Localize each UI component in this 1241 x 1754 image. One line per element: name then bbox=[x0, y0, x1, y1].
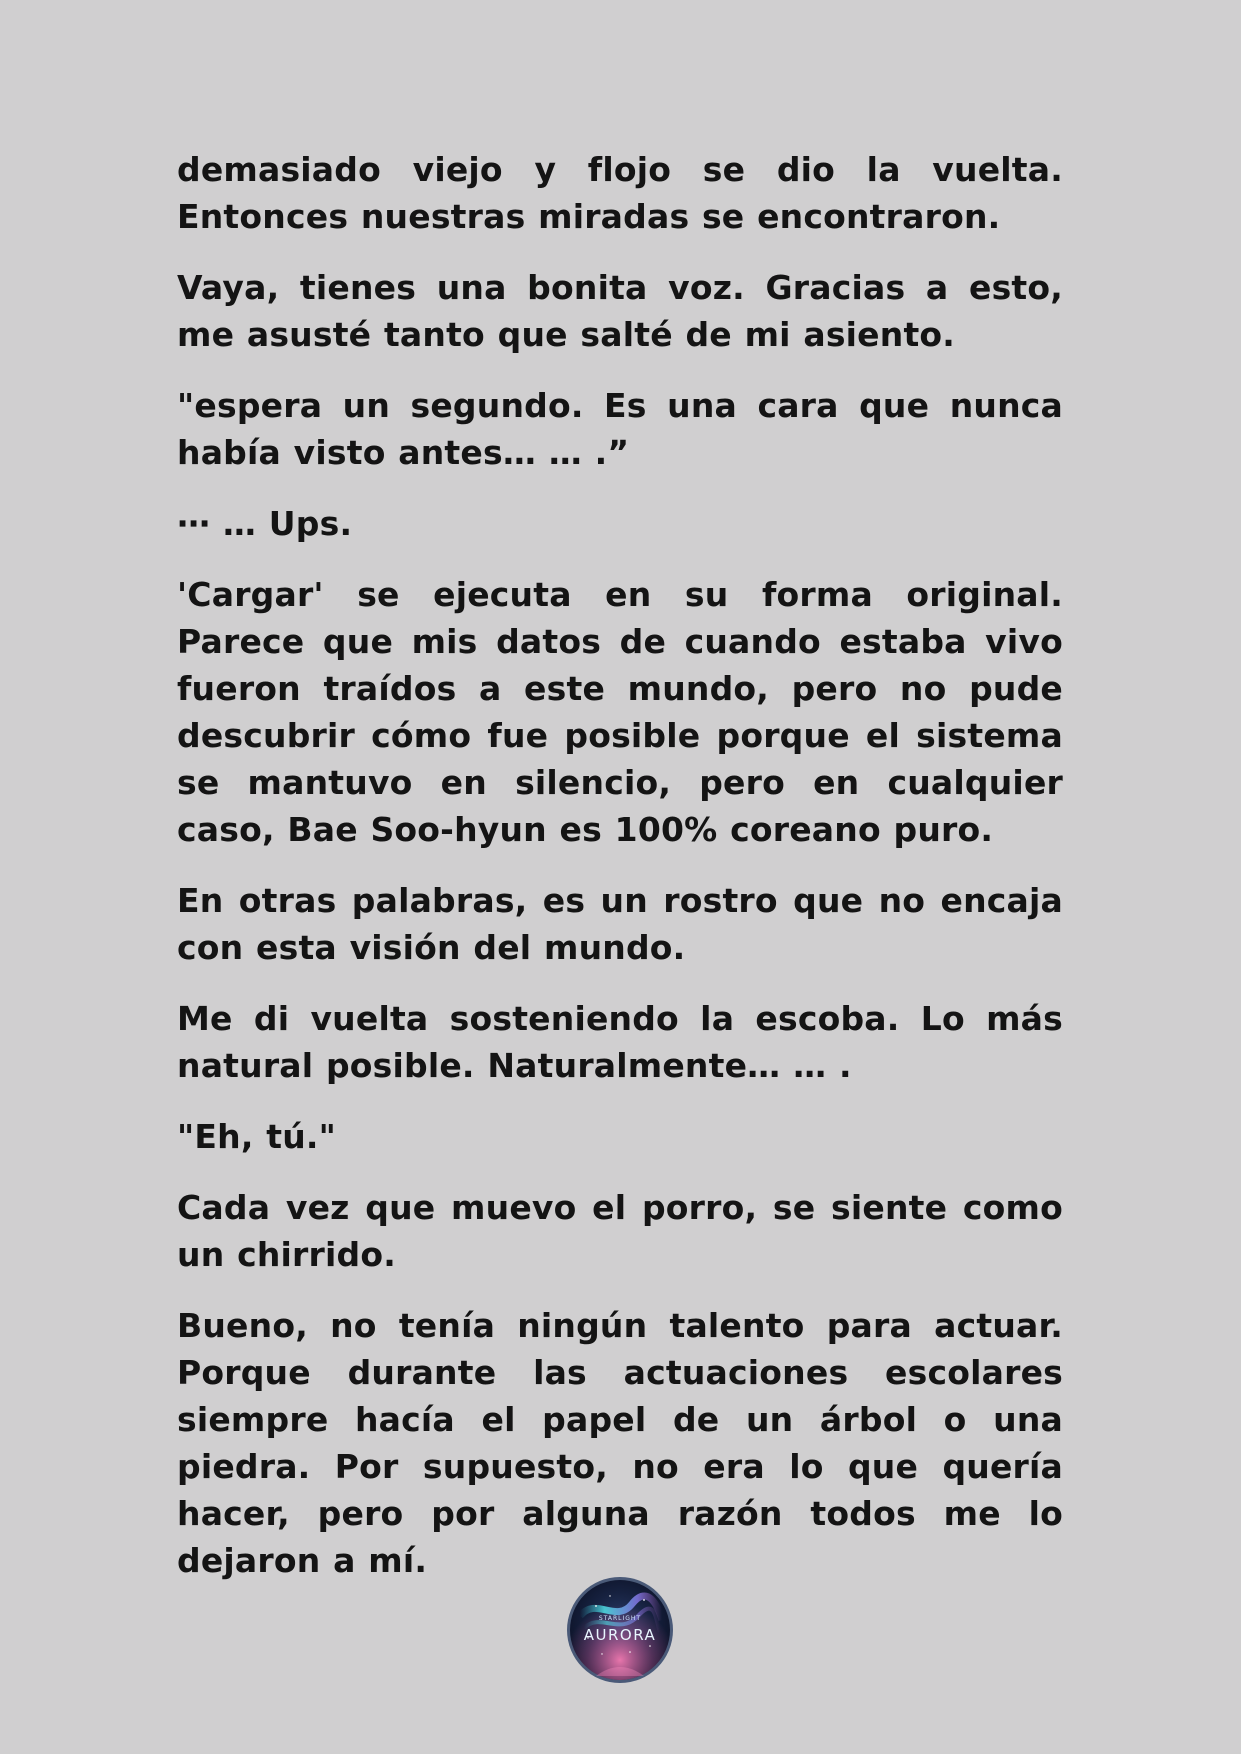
paragraph: Bueno, no tenía ningún talento para actuar. Porque durante las actuaciones escolares siempre hacía el papel de un árbol o una piedra. Por supuesto, no era lo que quería hacer, pero por alguna razón todos me lo dejaron a mí. bbox=[177, 1306, 1063, 1580]
aurora-logo-icon bbox=[566, 1576, 674, 1684]
paragraph: Me di vuelta sosteniendo la escoba. Lo más natural posible. Naturalmente… … . bbox=[177, 999, 1063, 1085]
logo-top-text: STARLIGHT bbox=[598, 1615, 642, 1622]
document-body bbox=[177, 146, 1063, 1608]
paragraph: demasiado viejo y flojo se dio la vuelta. Entonces nuestras miradas se encontraron. bbox=[177, 150, 1063, 236]
paragraph: "Eh, tú." bbox=[177, 1117, 337, 1156]
logo-name: AURORA bbox=[583, 1626, 657, 1644]
paragraph: ⋯ … Ups. bbox=[177, 504, 353, 543]
paragraph: Vaya, tienes una bonita voz. Gracias a esto, me asusté tanto que salté de mi asiento. bbox=[177, 268, 1063, 354]
paragraph: "espera un segundo. Es una cara que nunca había visto antes… … .” bbox=[177, 386, 1063, 472]
paragraph: 'Cargar' se ejecuta en su forma original. Parece que mis datos de cuando estaba vivo fueron traídos a este mundo, pero no pude descubrir cómo fue posible porque el sistema se mantuvo en silencio, pero en cualquier caso, Bae Soo-hyun es 100% coreano puro. bbox=[177, 575, 1063, 849]
aurora-logo bbox=[566, 1576, 674, 1684]
paragraph: Cada vez que muevo el porro, se siente como un chirrido. bbox=[177, 1188, 1063, 1274]
paragraph: En otras palabras, es un rostro que no encaja con esta visión del mundo. bbox=[177, 881, 1063, 967]
